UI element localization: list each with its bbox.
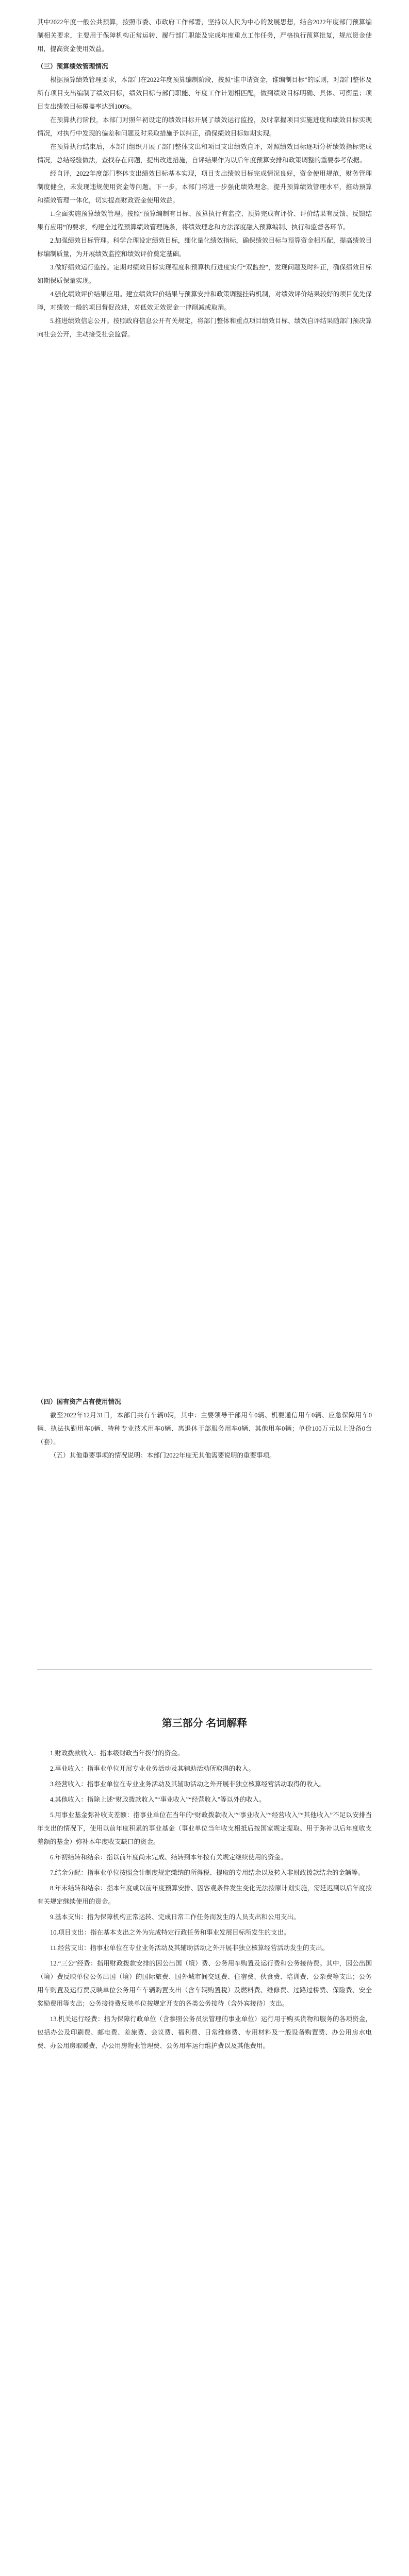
term-item: 7.结余分配：指事业单位按照会计制度规定缴纳的所得税、提取的专用结余以及转入非财政拨款结余的金额等。 <box>50 1869 365 1876</box>
term-item: 4.其他收入：指除上述“财政拨款收入”“事业收入”“经营收入”等以外的收入。 <box>50 1796 266 1803</box>
assets-heading: （四）国有资产占有使用情况 <box>37 1398 121 1405</box>
term-item: 1.财政拨款收入：指本级财政当年拨付的资金。 <box>50 1750 184 1757</box>
term-item: 13.机关运行经费：指为保障行政单位（含参照公务员法管理的事业单位）运行用于购买货物和服务的各项资金，包括办公及印刷费、邮电费、差旅费、会议费、福利费、日常维修费、专用材料及一般设备购置费、办公用房水电费、办公用房取暖费、办公用房物业管理费、公务用车运行维护费以及其他费用。 <box>37 2015 372 2049</box>
intro-para-2: 在预算执行阶段，本部门对照年初设定的绩效目标开展了绩效运行监控，及时掌握项目实施进度和绩效目标实现情况，对执行中发现的偏差和问题及时采取措施予以纠正，确保绩效目标如期实现。 <box>37 116 372 137</box>
assets-section <box>0 1391 409 1462</box>
term-item: 6.年初结转和结余：指以前年度尚未完成、结转到本年按有关规定继续使用的资金。 <box>50 1854 287 1861</box>
term-item: 11.经营支出：指事业单位在专业业务活动及其辅助活动之外开展非独立核算经营活动发生的支出。 <box>50 1944 329 1952</box>
intro-para-1: 根据预算绩效管理要求，本部门在2022年度预算编制阶段，按照“谁申请资金，谁编制目标”的原则，对部门整体及所有项目支出编制了绩效目标，绩效目标与部门职能、年度工作计划相匹配，做到绩效目标明确、具体、可衡量；项目支出绩效目标覆盖率达到100%。 <box>37 76 372 110</box>
term-item: 8.年末结转和结余：指本年度或以前年度预算安排、因客观条件发生变化无法按原计划实施，需延迟到以后年度按有关规定继续使用的资金。 <box>37 1885 372 1905</box>
part3-section <box>0 1716 409 2055</box>
term-item: 9.基本支出：指为保障机构正常运转、完成日常工作任务而发生的人员支出和公用支出。 <box>50 1913 300 1921</box>
term-item: 2.事业收入：指事业单位开展专业业务活动及其辅助活动所取得的收入。 <box>50 1765 255 1772</box>
intro-para-6: 2.加强绩效目标管理。科学合理设定绩效目标，细化量化绩效指标，确保绩效目标与预算资金相匹配，提高绩效目标编制质量，为开展绩效监控和绩效评价奠定基础。 <box>37 237 372 258</box>
intro-para-5: 1.全面实施预算绩效管理。按照“预算编制有目标、预算执行有监控、预算完成有评价、评价结果有反馈、反馈结果有应用”的要求，构建全过程预算绩效管理链条，将绩效理念和方法深度融入预算编制、执行和监督各环节。 <box>37 210 372 231</box>
intro-para-7: 3.做好绩效运行监控。定期对绩效目标实现程度和预算执行进度实行“双监控”，发现问题及时纠正，确保绩效目标如期保质保量实现。 <box>37 264 372 284</box>
assets-para-1: （五）其他重要事项的情况说明：本部门2022年度无其他需要说明的重要事项。 <box>50 1452 276 1459</box>
intro-para-4: 经自评，2022年度部门整体支出绩效目标基本实现，项目支出绩效目标完成情况良好，资金使用规范，财务管理制度健全，未发现违规使用资金等问题。下一步，本部门将进一步强化绩效理念，提升预算绩效管理水平，推动预算和绩效管理一体化，切实提高财政资金使用效益。 <box>37 170 372 204</box>
divider-1 <box>37 1669 372 1670</box>
budget-heading: （三）预算绩效管理情况 <box>37 63 108 70</box>
intro-para-9: 5.推进绩效信息公开。按照政府信息公开有关规定，将部门整体和重点项目绩效目标、绩效自评结果随部门预决算向社会公开，主动接受社会监督。 <box>37 317 372 338</box>
part3-title: 第三部分 名词解释 <box>161 1718 248 1729</box>
intro-section <box>0 15 409 341</box>
assets-para-0: 截至2022年12月31日，本部门共有车辆0辆，其中：主要领导干部用车0辆、机要通信用车0辆、应急保障用车0辆、执法执勤用车0辆、特种专业技术用车0辆、离退休干部服务用车0辆、其他用车0辆；单价100万元以上设备0台（套）。 <box>37 1412 372 1446</box>
term-item: 12.“三公”经费：指用财政拨款安排的因公出国（境）费、公务用车购置及运行费和公务接待费。其中，因公出国（境）费反映单位公务出国（境）的国际旅费、国外城市间交通费、住宿费、伙食费、培训费、公杂费等支出；公务用车购置及运行费反映单位公务用车车辆购置支出（含车辆购置税）及燃料费、维修费、过路过桥费、保险费、安全奖励费用等支出；公务接待费反映单位按规定开支的各类公务接待（含外宾接待）支出。 <box>37 1960 372 2007</box>
term-item: 3.经营收入：指事业单位在专业业务活动及其辅助活动之外开展非独立核算经营活动取得的收入。 <box>50 1781 326 1788</box>
term-item: 5.用事业基金弥补收支差额：指事业单位在当年的“财政拨款收入”“事业收入”“经营收入”“其他收入”不足以安排当年支出的情况下，使用以前年度积累的事业基金（事业单位当年收支相抵后按国家规定提取、用于弥补以后年度收支差额的基金）弥补本年度收支缺口的资金。 <box>37 1811 372 1845</box>
intro-para-0: 其中2022年度一般公共预算，按照市委、市政府工作部署，坚持以人民为中心的发展思想，结合2022年度部门预算编制相关要求，主要用于保障机构正常运转、履行部门职能及完成年度重点工作任务，严格执行预算批复，规范资金使用，提高资金使用效益。 <box>37 19 372 53</box>
intro-para-3: 在预算执行结束后，本部门组织开展了部门整体支出和项目支出绩效自评，对照绩效目标逐项分析绩效指标完成情况，总结经验做法，查找存在问题，提出改进措施，自评结果作为以后年度预算安排和政策调整的重要参考依据。 <box>37 143 372 164</box>
term-item: 10.项目支出：指在基本支出之外为完成特定行政任务和事业发展目标所发生的支出。 <box>50 1929 290 1936</box>
intro-para-8: 4.强化绩效评价结果应用。建立绩效评价结果与预算安排和政策调整挂钩机制，对绩效评价结果较好的项目优先保障，对绩效一般的项目督促改进，对低效无效资金一律削减或取消。 <box>37 291 372 311</box>
